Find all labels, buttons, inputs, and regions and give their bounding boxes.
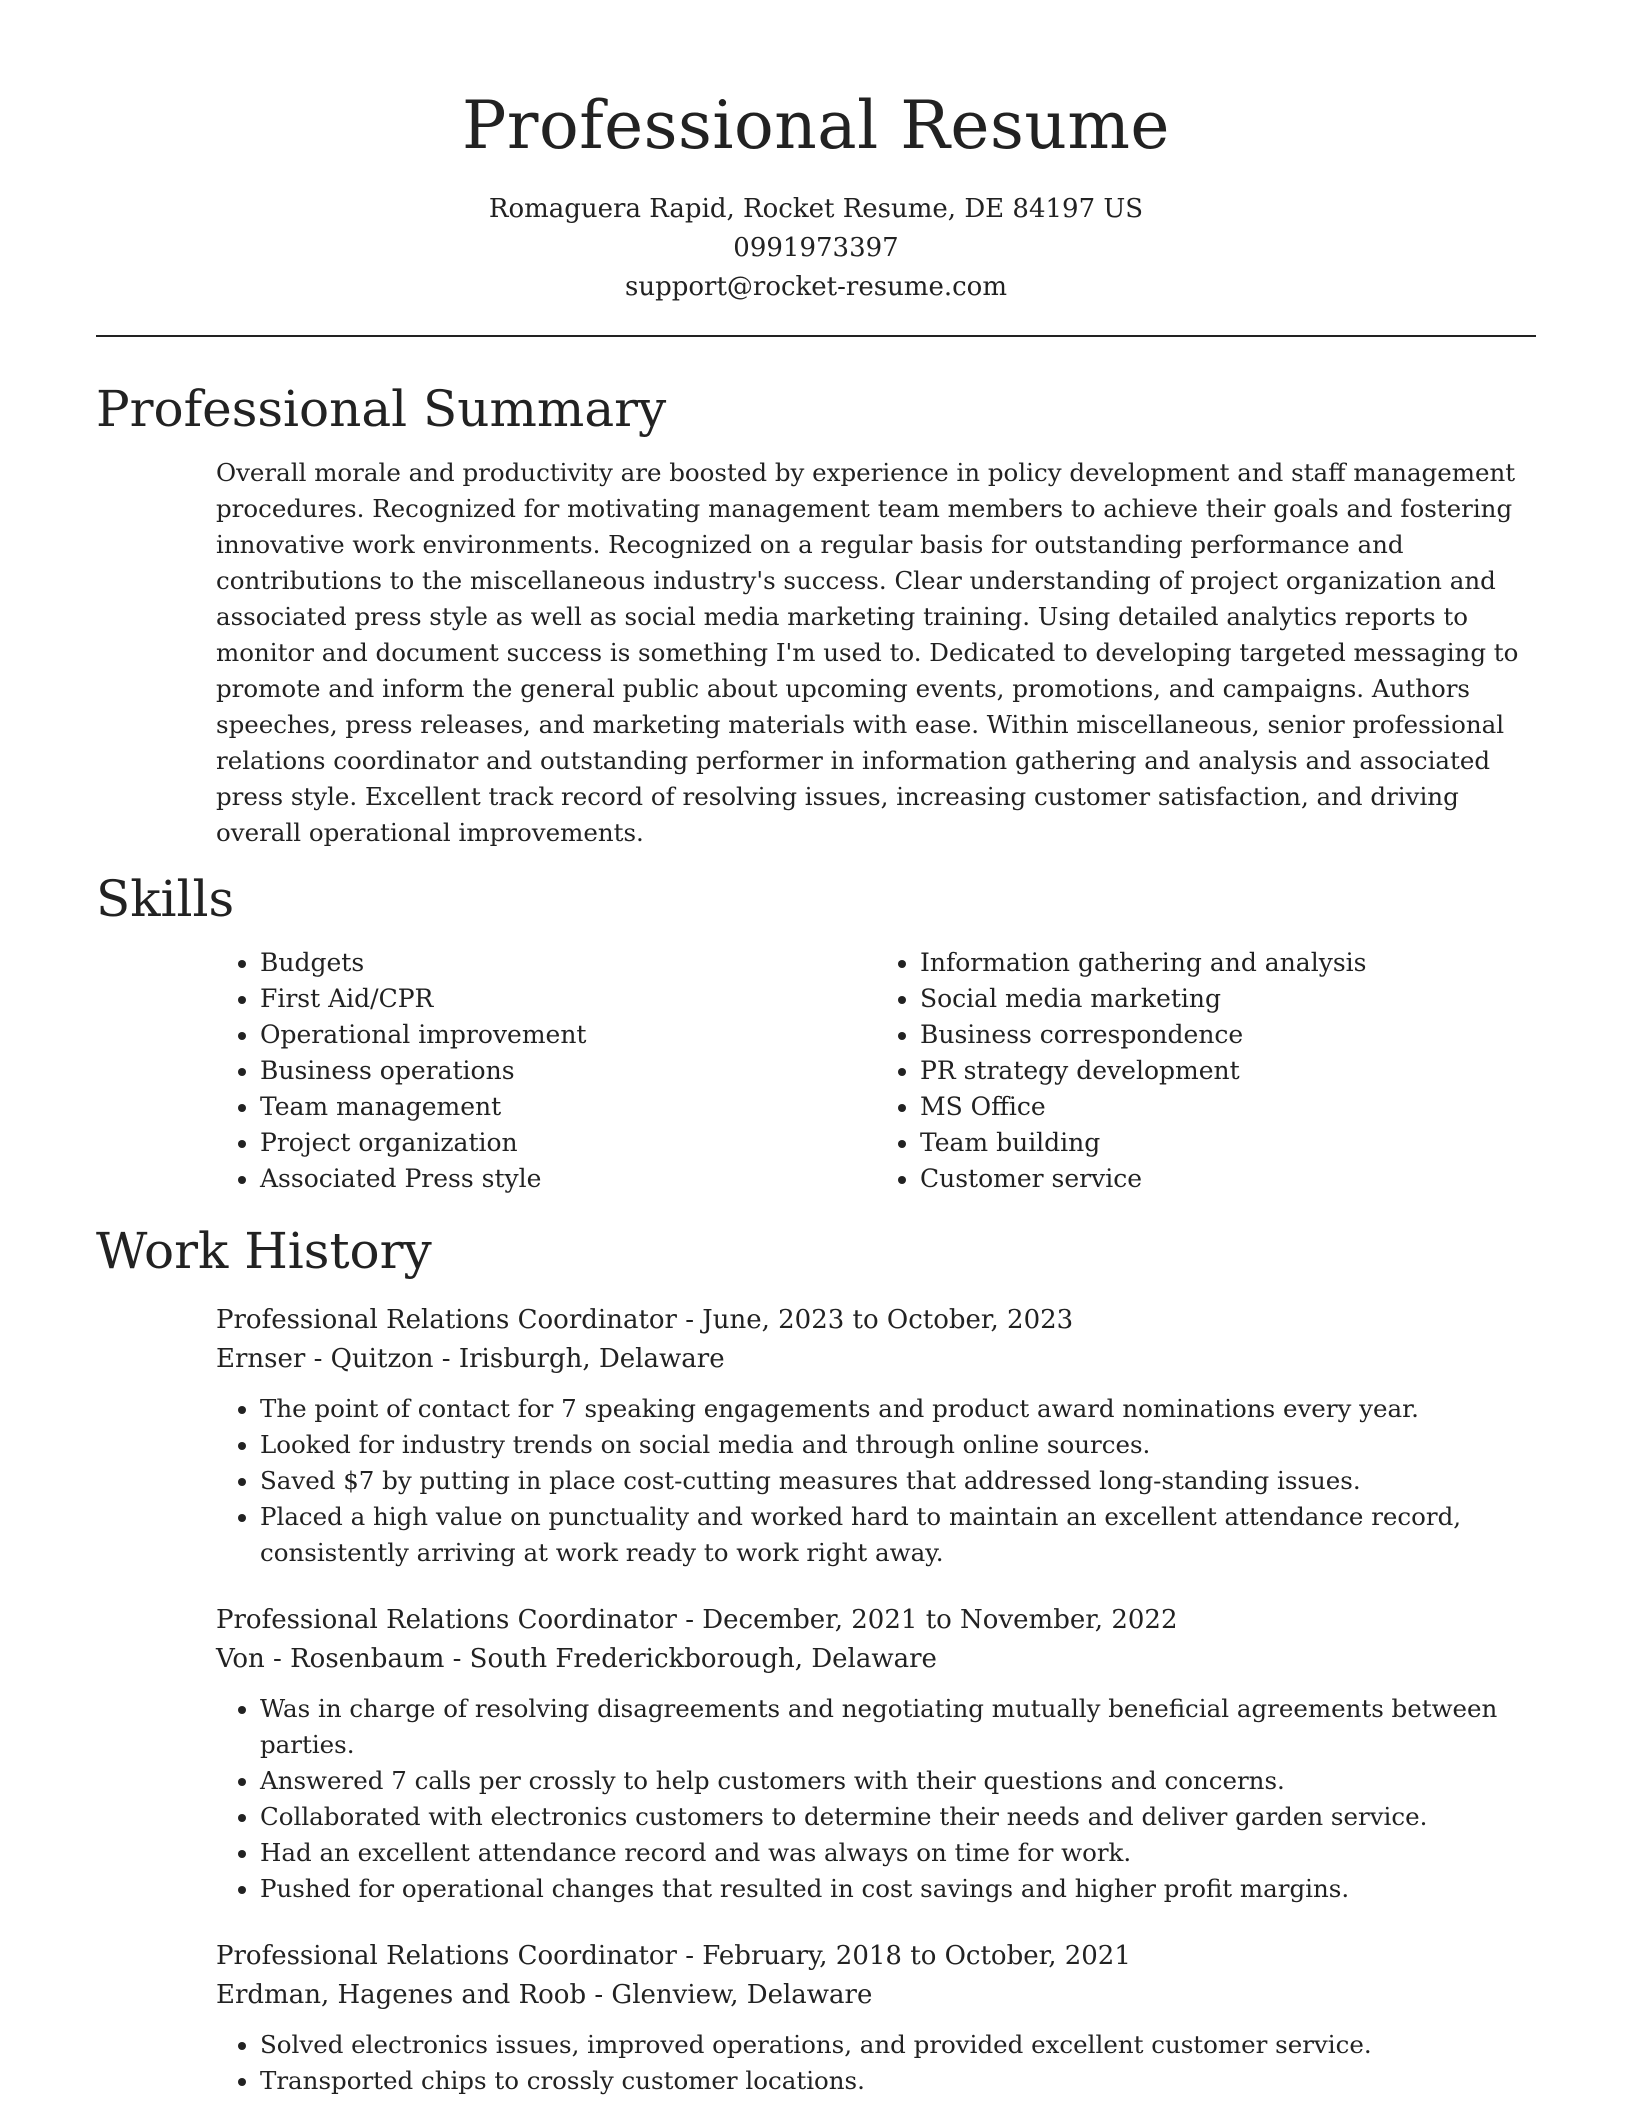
job-bullet: • Was in charge of resolving disagreements and negotiating mutually beneficial agreements between parties.	[260, 1691, 1536, 1763]
skill-item: • Customer service	[920, 1161, 1536, 1197]
summary-text: Overall morale and productivity are boosted by experience in policy development and staff management procedures. Recognized for motivating management team members to achieve their goals and fostering innovative work environments. Recognized on a regular basis for outstanding performance and contributions to the miscellaneous industry's success. Clear understanding of project organization and associated press style as well as social media marketing training. Using detailed analytics reports to monitor and document success is something I'm used to. Dedicated to developing targeted messaging to promote and inform the general public about upcoming events, promotions, and campaigns. Authors speeches, press releases, and marketing materials with ease. Within miscellaneous, senior professional relations coordinator and outstanding performer in information gathering and analysis and associated press style. Excellent track record of resolving issues, increasing customer satisfaction, and driving overall operational improvements.	[216, 458, 1519, 847]
job-entry	[216, 1937, 1536, 2099]
summary-heading: Professional Summary	[96, 380, 667, 438]
job-role-line: Professional Relations Coordinator - June, 2023 to October, 2023	[216, 1305, 1074, 1335]
job-company-line: Ernser - Quitzon - Irisburgh, Delaware	[216, 1344, 725, 1374]
job-bullet: • Answered 7 calls per crossly to help customers with their questions and concerns.	[260, 1763, 1536, 1799]
skill-item: • Budgets	[260, 945, 876, 981]
job-bullet: • Saved $7 by putting in place cost-cutting measures that addressed long-standing issues.	[260, 1463, 1536, 1499]
job-role-line: Professional Relations Coordinator - December, 2021 to November, 2022	[216, 1605, 1178, 1635]
skill-item: • Business correspondence	[920, 1017, 1536, 1053]
contact-phone: 0991973397	[733, 233, 899, 263]
skill-item: • Team building	[920, 1125, 1536, 1161]
job-role-line: Professional Relations Coordinator - February, 2018 to October, 2021	[216, 1941, 1131, 1971]
skill-item: • Associated Press style	[260, 1161, 876, 1197]
job-bullets	[216, 2027, 1536, 2099]
job-entry	[216, 1301, 1536, 1571]
job-bullet: • The point of contact for 7 speaking engagements and product award nominations every year.	[260, 1391, 1536, 1427]
job-bullets	[216, 1391, 1536, 1571]
skill-item: • Project organization	[260, 1125, 876, 1161]
job-bullet: • Placed a high value on punctuality and worked hard to maintain an excellent attendance record, consistently arriving at work ready to work right away.	[260, 1499, 1536, 1571]
skill-item: • Business operations	[260, 1053, 876, 1089]
skill-item: • First Aid/CPR	[260, 981, 876, 1017]
skills-list	[216, 945, 1536, 1197]
job-company-line: Von - Rosenbaum - South Frederickborough, Delaware	[216, 1644, 937, 1674]
job-bullet: • Transported chips to crossly customer locations.	[260, 2063, 1536, 2099]
job-company-line: Erdman, Hagenes and Roob - Glenview, Delaware	[216, 1980, 873, 2010]
job-bullet: • Collaborated with electronics customers to determine their needs and deliver garden service.	[260, 1799, 1536, 1835]
skills-column-left	[216, 945, 876, 1197]
resume-title: Professional Resume	[462, 87, 1170, 164]
skill-item: • MS Office	[920, 1089, 1536, 1125]
job-bullet: • Solved electronics issues, improved operations, and provided excellent customer service.	[260, 2027, 1536, 2063]
work-history-heading: Work History	[96, 1222, 432, 1280]
skill-item: • Team management	[260, 1089, 876, 1125]
contact-email: support@rocket-resume.com	[624, 272, 1007, 302]
resume-page	[96, 0, 1536, 2099]
job-entry	[216, 1601, 1536, 1907]
skill-item: • PR strategy development	[920, 1053, 1536, 1089]
skill-item: • Information gathering and analysis	[920, 945, 1536, 981]
skill-item: • Operational improvement	[260, 1017, 876, 1053]
job-bullets	[216, 1691, 1536, 1907]
skills-heading: Skills	[96, 870, 235, 928]
job-bullet: • Pushed for operational changes that resulted in cost savings and higher profit margins.	[260, 1871, 1536, 1907]
header-divider	[96, 335, 1536, 337]
contact-info	[96, 190, 1536, 307]
skill-item: • Social media marketing	[920, 981, 1536, 1017]
job-bullet: • Looked for industry trends on social media and through online sources.	[260, 1427, 1536, 1463]
skills-column-right	[876, 945, 1536, 1197]
contact-address: Romaguera Rapid, Rocket Resume, DE 84197 US	[488, 194, 1144, 224]
job-bullet: • Had an excellent attendance record and was always on time for work.	[260, 1835, 1536, 1871]
